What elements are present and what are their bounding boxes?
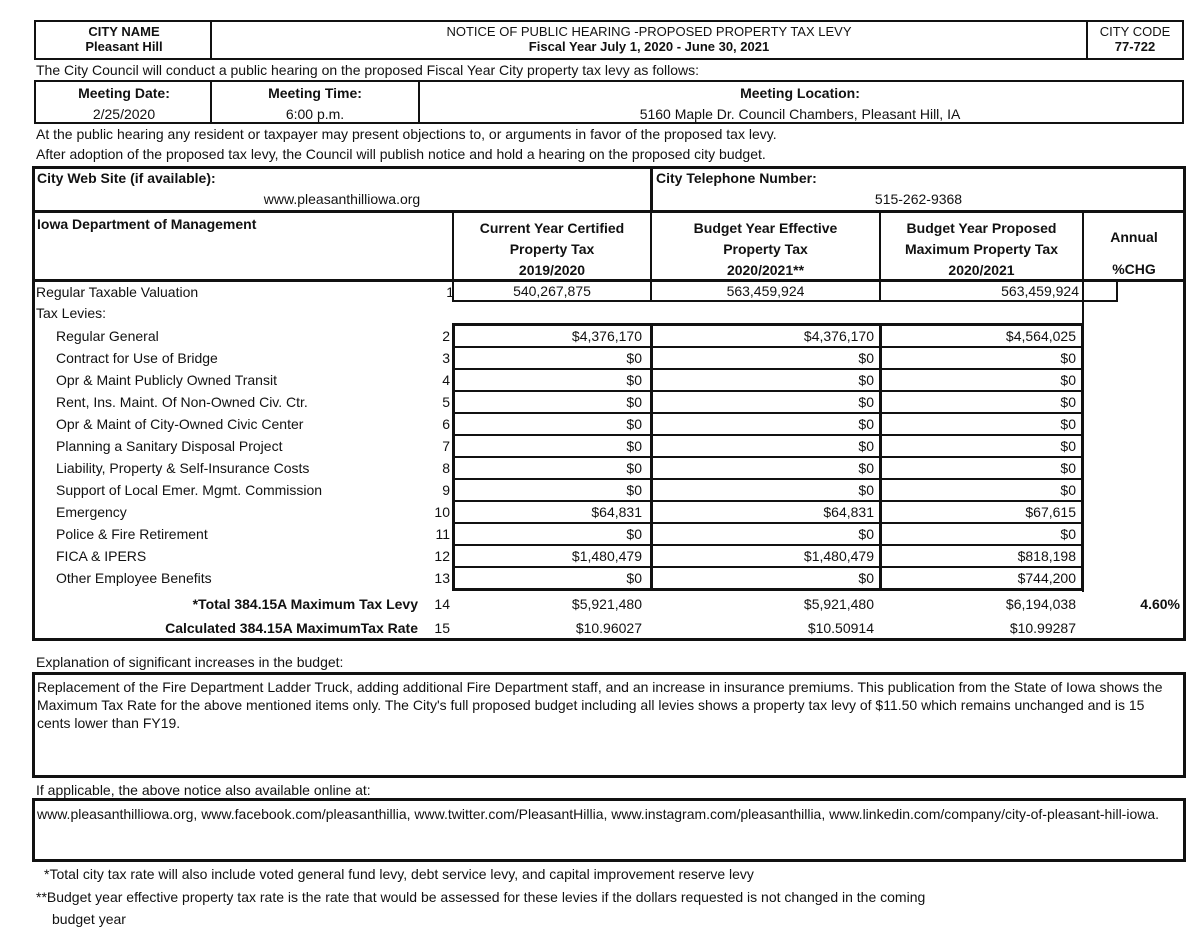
levy-budget-proposed: $0 — [1060, 350, 1076, 366]
levy-line-number: 4 — [442, 372, 450, 388]
levy-budget-proposed: $0 — [1060, 372, 1076, 388]
rate-v2: $10.50914 — [807, 620, 874, 636]
col3-line3: 2020/2021 — [948, 262, 1015, 278]
explanation-label: Explanation of significant increases in the budget: — [36, 654, 344, 670]
website-label: City Web Site (if available): — [37, 170, 216, 186]
city-code: 77-722 — [1114, 39, 1156, 54]
header-title-box — [210, 20, 1088, 60]
levy-row — [34, 458, 1184, 480]
levy-budget-proposed: $0 — [1060, 526, 1076, 542]
levy-budget-proposed: $744,200 — [1017, 570, 1076, 586]
col1-line1: Current Year Certified — [479, 220, 625, 236]
levy-label: Support of Local Emer. Mgmt. Commission — [56, 482, 323, 498]
levy-row-divider — [452, 544, 1084, 546]
intro-text: The City Council will conduct a public hearing on the proposed Fiscal Year City property tax levy as follows: — [36, 62, 699, 78]
levy-current-year: $0 — [626, 482, 642, 498]
meeting-time-box — [210, 80, 420, 124]
levy-line-number: 11 — [435, 526, 450, 542]
levy-budget-proposed: $0 — [1060, 394, 1076, 410]
col3-line1: Budget Year Proposed — [906, 220, 1057, 236]
levy-row-divider — [452, 390, 1084, 392]
levy-budget-effective: $0 — [858, 416, 874, 432]
levy-label: Contract for Use of Bridge — [56, 350, 218, 366]
levy-line-number: 12 — [434, 548, 450, 564]
levy-row-divider — [452, 434, 1084, 436]
footnote-1: *Total city tax rate will also include voted general fund levy, debt service levy, and capital improvement reserve levy — [44, 866, 754, 882]
col4-header-1: Annual — [1110, 229, 1158, 245]
levy-budget-proposed: $0 — [1060, 482, 1076, 498]
total-v1: $5,921,480 — [571, 596, 642, 612]
valuation-v1: 540,267,875 — [513, 283, 591, 299]
col1-line2: Property Tax — [509, 241, 595, 257]
levy-row-divider — [452, 368, 1084, 370]
contact-bottom-border — [34, 210, 1184, 213]
col4-header-2: %CHG — [1112, 261, 1156, 277]
levy-row — [34, 436, 1184, 458]
header-city-name — [34, 20, 212, 60]
levy-row — [34, 392, 1184, 414]
levy-label: Opr & Maint of City-Owned Civic Center — [56, 416, 304, 432]
levy-row — [34, 524, 1184, 546]
meeting-location: 5160 Maple Dr. Council Chambers, Pleasant Hill, IA — [639, 106, 961, 122]
levy-line-number: 7 — [442, 438, 450, 454]
levy-budget-effective: $64,831 — [823, 504, 874, 520]
levy-current-year: $0 — [626, 460, 642, 476]
levy-budget-effective: $0 — [858, 460, 874, 476]
levy-line-number: 6 — [442, 416, 450, 432]
total-label: *Total 384.15A Maximum Tax Levy — [192, 596, 418, 612]
col2-line2: Property Tax — [723, 241, 808, 257]
objections-note: At the public hearing any resident or taxpayer may present objections to, or arguments in favor of the proposed tax levy. — [36, 126, 777, 142]
col2-header — [652, 218, 879, 281]
footnote-2: **Budget year effective property tax rate is the rate that would be assessed for these levies if the dollars requested is not changed in the coming — [36, 889, 926, 905]
rate-v3: $10.99287 — [1009, 620, 1076, 636]
levy-label: Regular General — [56, 328, 159, 344]
notice-title: NOTICE OF PUBLIC HEARING -PROPOSED PROPERTY TAX LEVY — [446, 24, 852, 39]
valuation-num: 1 — [446, 284, 454, 300]
levy-row-divider — [452, 412, 1084, 414]
levy-label: Liability, Property & Self-Insurance Costs — [56, 460, 310, 476]
levy-budget-effective: $0 — [858, 482, 874, 498]
meeting-date-label: Meeting Date: — [78, 85, 170, 101]
levy-line-number: 13 — [434, 570, 450, 586]
levy-row — [34, 480, 1184, 502]
valuation-v3: 563,459,924 — [1001, 283, 1079, 299]
levy-label: Opr & Maint Publicly Owned Transit — [56, 372, 277, 388]
levy-line-number: 5 — [442, 394, 450, 410]
levy-current-year: $4,376,170 — [571, 328, 642, 344]
levy-row — [34, 414, 1184, 436]
levy-row-divider — [452, 500, 1084, 502]
levy-budget-effective: $4,376,170 — [803, 328, 874, 344]
city-name: Pleasant Hill — [85, 39, 163, 54]
levy-row-divider — [452, 456, 1084, 458]
total-chg: 4.60% — [1140, 596, 1180, 612]
col3-line2: Maximum Property Tax — [904, 241, 1058, 257]
levy-row — [34, 546, 1184, 568]
levy-label: FICA & IPERS — [56, 548, 147, 564]
levy-row-divider — [452, 478, 1084, 480]
levy-budget-proposed: $4,564,025 — [1005, 328, 1076, 344]
levy-budget-effective: $0 — [858, 526, 874, 542]
levy-budget-effective: $1,480,479 — [803, 548, 874, 564]
col1-header — [454, 218, 650, 281]
meeting-location-label: Meeting Location: — [740, 85, 860, 101]
adoption-note: After adoption of the proposed tax levy, the Council will publish notice and hold a hearing on the proposed city budget. — [36, 146, 766, 162]
valuation-v2: 563,459,924 — [726, 283, 805, 299]
phone: 515-262-9368 — [874, 191, 963, 207]
levy-budget-proposed: $0 — [1060, 438, 1076, 454]
valuation-label: Regular Taxable Valuation — [36, 284, 199, 300]
levy-budget-proposed: $0 — [1060, 416, 1076, 432]
levy-current-year: $0 — [626, 526, 642, 542]
levy-budget-effective: $0 — [858, 350, 874, 366]
levy-budget-proposed: $0 — [1060, 460, 1076, 476]
levy-budget-proposed: $67,615 — [1025, 504, 1076, 520]
total-v3: $6,194,038 — [1005, 596, 1076, 612]
levy-budget-effective: $0 — [858, 372, 874, 388]
levy-current-year: $64,831 — [591, 504, 642, 520]
levy-line-number: 2 — [442, 328, 450, 344]
levy-line-number: 10 — [434, 504, 450, 520]
website: www.pleasanthilliowa.org — [263, 191, 421, 207]
online-box — [32, 798, 1186, 862]
footnote-2-cont: budget year — [52, 911, 126, 927]
levy-row — [34, 370, 1184, 392]
levy-current-year: $0 — [626, 438, 642, 454]
levy-line-number: 8 — [442, 460, 450, 476]
col2-line3: 2020/2021** — [726, 262, 805, 278]
city-name-label: CITY NAME — [88, 24, 160, 39]
levy-budget-effective: $0 — [858, 394, 874, 410]
levy-current-year: $1,480,479 — [571, 548, 642, 564]
online-text: www.pleasanthilliowa.org, www.facebook.com/pleasanthillia, www.twitter.com/PleasantHillia, www.instagram.com/pleasanthillia, www.linkedin.com/company/city-of-pleasant-hill-iowa. — [37, 806, 1160, 822]
levy-row-divider — [452, 522, 1084, 524]
total-v2: $5,921,480 — [803, 596, 874, 612]
col2-line1: Budget Year Effective — [693, 220, 838, 236]
levy-current-year: $0 — [626, 570, 642, 586]
phone-label: City Telephone Number: — [656, 170, 817, 186]
levy-row-divider — [452, 346, 1084, 348]
levy-row — [34, 348, 1184, 370]
levy-current-year: $0 — [626, 350, 642, 366]
levy-budget-effective: $0 — [858, 438, 874, 454]
online-label: If applicable, the above notice also available online at: — [36, 782, 371, 798]
levy-row — [34, 568, 1184, 590]
meeting-location-box — [418, 80, 1184, 124]
col3-header — [881, 218, 1082, 281]
levy-row — [34, 326, 1184, 348]
meeting-time-label: Meeting Time: — [268, 85, 362, 101]
rate-num: 15 — [434, 620, 450, 636]
explanation-text: Replacement of the Fire Department Ladder Truck, adding additional Fire Department staff, and an increase in insurance premiums. This publication from the State of Iowa shows the Maximum Tax Rate for the above mentioned items only. The City's full proposed budget including all levies shows a property tax levy of $11.50 which remains unchanged and is 15 cents lower than FY19. — [37, 679, 1163, 731]
city-code-label: CITY CODE — [1099, 24, 1171, 39]
levy-budget-effective: $0 — [858, 570, 874, 586]
levy-current-year: $0 — [626, 394, 642, 410]
meeting-date: 2/25/2020 — [92, 106, 156, 122]
levy-label: Police & Fire Retirement — [56, 526, 208, 542]
levy-label: Rent, Ins. Maint. Of Non-Owned Civ. Ctr. — [56, 394, 308, 410]
tax-levies-label: Tax Levies: — [36, 305, 107, 321]
header-city-code — [1086, 20, 1184, 60]
meeting-time: 6:00 p.m. — [285, 106, 345, 122]
meeting-date-box — [34, 80, 212, 124]
explanation-box — [32, 672, 1186, 778]
levy-row-divider — [452, 566, 1084, 568]
levy-budget-proposed: $818,198 — [1017, 548, 1076, 564]
levy-label: Other Employee Benefits — [56, 570, 212, 586]
rate-label: Calculated 384.15A MaximumTax Rate — [165, 620, 418, 636]
rate-v1: $10.96027 — [575, 620, 642, 636]
fiscal-year: Fiscal Year July 1, 2020 - June 30, 2021 — [528, 39, 770, 54]
levy-line-number: 3 — [442, 350, 450, 366]
valuation-row — [34, 282, 1184, 304]
dept-label: Iowa Department of Management — [37, 216, 257, 232]
levy-line-number: 9 — [442, 482, 450, 498]
total-num: 14 — [434, 596, 450, 612]
levy-label: Planning a Sanitary Disposal Project — [56, 438, 283, 454]
levy-label: Emergency — [56, 504, 127, 520]
levy-row — [34, 502, 1184, 524]
col1-line3: 2019/2020 — [518, 262, 586, 278]
levy-current-year: $0 — [626, 416, 642, 432]
levy-current-year: $0 — [626, 372, 642, 388]
